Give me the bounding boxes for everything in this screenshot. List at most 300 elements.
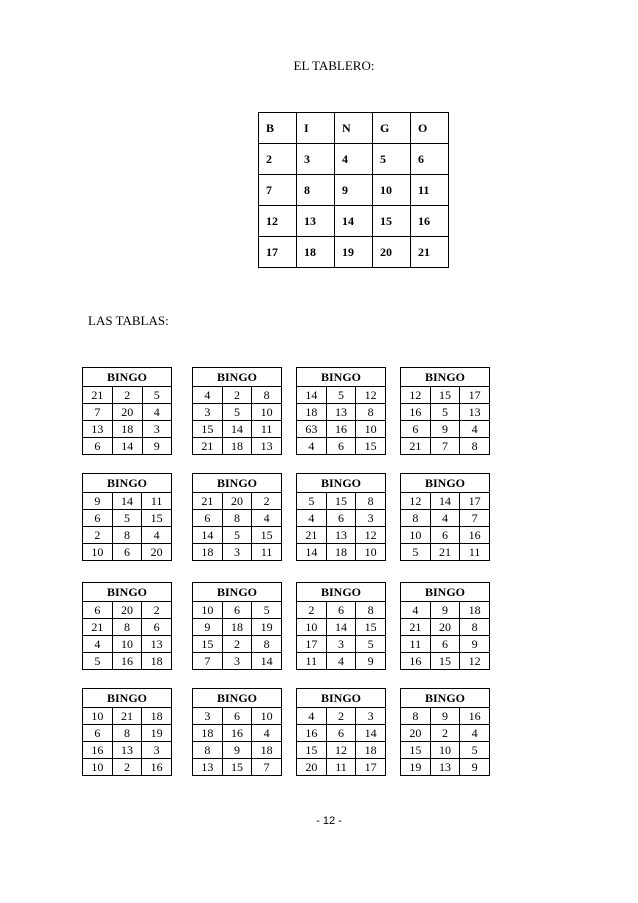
card-cell: 13 bbox=[112, 742, 142, 759]
card-cell: 14 bbox=[112, 438, 142, 455]
card-row bbox=[193, 636, 282, 653]
card-row bbox=[193, 759, 282, 776]
board-cell: G bbox=[373, 113, 411, 144]
card-cell: 17 bbox=[460, 493, 490, 510]
card-cell: 13 bbox=[83, 421, 113, 438]
card-cell: 4 bbox=[142, 404, 171, 421]
card-cell: 4 bbox=[297, 708, 327, 725]
card-row bbox=[297, 438, 386, 455]
card-cell: 21 bbox=[112, 708, 142, 725]
card-cell: 8 bbox=[460, 619, 490, 636]
card-cell: 18 bbox=[112, 421, 142, 438]
card-cell: 4 bbox=[193, 387, 223, 404]
card-cell: 6 bbox=[326, 510, 356, 527]
card-row bbox=[83, 493, 172, 510]
card-cell: 16 bbox=[297, 725, 327, 742]
bingo-card bbox=[192, 473, 282, 561]
card-cell: 10 bbox=[83, 544, 113, 561]
board-cell: 21 bbox=[411, 237, 449, 268]
card-cell: 8 bbox=[193, 742, 223, 759]
tablas-heading: LAS TABLAS: bbox=[88, 313, 169, 328]
card-cell: 9 bbox=[460, 759, 490, 776]
card-row bbox=[83, 387, 172, 404]
board-cell: 5 bbox=[373, 144, 411, 175]
card-cell: 21 bbox=[193, 493, 223, 510]
card-cell: 4 bbox=[252, 510, 282, 527]
card-header: BINGO bbox=[297, 689, 386, 708]
card-cell: 2 bbox=[222, 636, 252, 653]
card-cell: 17 bbox=[297, 636, 327, 653]
card-cell: 8 bbox=[222, 510, 252, 527]
card-cell: 2 bbox=[112, 759, 142, 776]
card-cell: 14 bbox=[297, 387, 327, 404]
card-cell: 14 bbox=[356, 725, 386, 742]
card-cell: 6 bbox=[193, 510, 223, 527]
card-row bbox=[401, 708, 490, 725]
card-cell: 8 bbox=[356, 493, 386, 510]
card-row bbox=[297, 544, 386, 561]
board-header-row bbox=[259, 113, 449, 144]
card-cell: 6 bbox=[83, 602, 113, 619]
card-header: BINGO bbox=[297, 368, 386, 387]
card-cell: 3 bbox=[356, 510, 386, 527]
card-row bbox=[297, 653, 386, 670]
card-cell: 6 bbox=[112, 544, 142, 561]
card-cell: 3 bbox=[193, 404, 223, 421]
card-header: BINGO bbox=[83, 368, 172, 387]
card-cell: 11 bbox=[297, 653, 327, 670]
card-cell: 7 bbox=[460, 510, 490, 527]
card-row bbox=[297, 708, 386, 725]
card-cell: 15 bbox=[222, 759, 252, 776]
card-cell: 18 bbox=[252, 742, 282, 759]
card-cell: 21 bbox=[430, 544, 460, 561]
card-row bbox=[83, 653, 172, 670]
card-row bbox=[401, 387, 490, 404]
card-cell: 2 bbox=[142, 602, 172, 619]
card-cell: 9 bbox=[222, 742, 252, 759]
card-row bbox=[401, 602, 490, 619]
card-row bbox=[297, 725, 386, 742]
card-cell: 10 bbox=[401, 527, 431, 544]
card-row bbox=[297, 636, 386, 653]
card-cell: 6 bbox=[326, 438, 356, 455]
card-cell: 4 bbox=[326, 653, 356, 670]
card-header: BINGO bbox=[401, 583, 490, 602]
card-cell: 3 bbox=[142, 421, 171, 438]
card-cell: 5 bbox=[326, 387, 356, 404]
card-cell: 5 bbox=[142, 387, 171, 404]
card-cell: 21 bbox=[297, 527, 327, 544]
card-cell: 7 bbox=[430, 438, 460, 455]
card-cell: 5 bbox=[252, 602, 282, 619]
card-cell: 15 bbox=[430, 653, 460, 670]
card-cell: 5 bbox=[222, 527, 252, 544]
bingo-card bbox=[82, 688, 172, 776]
card-cell: 9 bbox=[193, 619, 223, 636]
card-row bbox=[193, 725, 282, 742]
card-cell: 5 bbox=[297, 493, 327, 510]
board-cell: 15 bbox=[373, 206, 411, 237]
card-cell: 8 bbox=[252, 387, 282, 404]
card-row bbox=[83, 527, 172, 544]
bingo-card bbox=[400, 367, 490, 455]
card-cell: 14 bbox=[297, 544, 327, 561]
card-row bbox=[83, 404, 172, 421]
bingo-card bbox=[296, 688, 386, 776]
card-row bbox=[401, 544, 490, 561]
card-cell: 14 bbox=[326, 619, 356, 636]
card-cell: 12 bbox=[356, 527, 386, 544]
card-cell: 10 bbox=[252, 404, 282, 421]
card-cell: 13 bbox=[252, 438, 282, 455]
card-cell: 18 bbox=[142, 653, 172, 670]
card-cell: 20 bbox=[112, 602, 142, 619]
card-cell: 15 bbox=[401, 742, 431, 759]
card-cell: 6 bbox=[430, 527, 460, 544]
card-cell: 18 bbox=[460, 602, 490, 619]
card-row bbox=[401, 653, 490, 670]
card-cell: 13 bbox=[430, 759, 460, 776]
board-row bbox=[259, 206, 449, 237]
card-cell: 12 bbox=[401, 387, 431, 404]
board-cell: N bbox=[335, 113, 373, 144]
card-cell: 19 bbox=[252, 619, 282, 636]
card-row bbox=[83, 636, 172, 653]
board-cell: 18 bbox=[297, 237, 335, 268]
bingo-board bbox=[258, 112, 449, 268]
card-cell: 2 bbox=[430, 725, 460, 742]
card-cell: 5 bbox=[401, 544, 431, 561]
card-cell: 15 bbox=[326, 493, 356, 510]
card-cell: 8 bbox=[356, 602, 386, 619]
card-cell: 4 bbox=[297, 510, 327, 527]
card-header: BINGO bbox=[401, 474, 490, 493]
board-cell: 17 bbox=[259, 237, 297, 268]
card-cell: 5 bbox=[222, 404, 252, 421]
board-cell: 20 bbox=[373, 237, 411, 268]
card-cell: 18 bbox=[193, 544, 223, 561]
card-row bbox=[193, 708, 282, 725]
card-cell: 6 bbox=[326, 725, 356, 742]
card-row bbox=[83, 510, 172, 527]
card-row bbox=[297, 387, 386, 404]
card-row bbox=[297, 759, 386, 776]
card-row bbox=[83, 619, 172, 636]
card-cell: 8 bbox=[356, 404, 386, 421]
card-cell: 16 bbox=[401, 404, 431, 421]
board-cell: 6 bbox=[411, 144, 449, 175]
card-cell: 12 bbox=[401, 493, 431, 510]
card-cell: 6 bbox=[222, 708, 252, 725]
board-cell: B bbox=[259, 113, 297, 144]
card-row bbox=[297, 619, 386, 636]
card-row bbox=[193, 493, 282, 510]
board-cell: 10 bbox=[373, 175, 411, 206]
card-cell: 14 bbox=[112, 493, 142, 510]
card-cell: 15 bbox=[193, 421, 223, 438]
board-cell: 11 bbox=[411, 175, 449, 206]
card-row bbox=[83, 544, 172, 561]
card-row bbox=[193, 619, 282, 636]
card-cell: 18 bbox=[326, 544, 356, 561]
card-row bbox=[401, 619, 490, 636]
card-row bbox=[401, 421, 490, 438]
card-cell: 3 bbox=[193, 708, 223, 725]
card-cell: 6 bbox=[83, 510, 113, 527]
card-cell: 5 bbox=[430, 404, 460, 421]
bingo-card bbox=[82, 582, 172, 670]
card-cell: 8 bbox=[252, 636, 282, 653]
card-header: BINGO bbox=[193, 474, 282, 493]
card-row bbox=[401, 742, 490, 759]
card-header: BINGO bbox=[83, 689, 172, 708]
card-cell: 15 bbox=[356, 619, 386, 636]
card-cell: 21 bbox=[401, 619, 431, 636]
card-row bbox=[83, 742, 172, 759]
card-row bbox=[193, 742, 282, 759]
card-row bbox=[401, 759, 490, 776]
card-cell: 12 bbox=[460, 653, 490, 670]
card-row bbox=[193, 544, 282, 561]
card-cell: 7 bbox=[252, 759, 282, 776]
card-cell: 5 bbox=[356, 636, 386, 653]
card-row bbox=[193, 404, 282, 421]
card-cell: 15 bbox=[193, 636, 223, 653]
card-cell: 15 bbox=[356, 438, 386, 455]
card-cell: 14 bbox=[222, 421, 252, 438]
board-row bbox=[259, 237, 449, 268]
card-row bbox=[193, 653, 282, 670]
card-cell: 19 bbox=[401, 759, 431, 776]
card-cell: 16 bbox=[112, 653, 142, 670]
card-row bbox=[297, 510, 386, 527]
card-row bbox=[401, 438, 490, 455]
card-row bbox=[83, 438, 172, 455]
page-number: - 12 - bbox=[316, 815, 342, 827]
card-header: BINGO bbox=[297, 474, 386, 493]
board-cell: 12 bbox=[259, 206, 297, 237]
card-header: BINGO bbox=[193, 368, 282, 387]
card-header: BINGO bbox=[193, 583, 282, 602]
card-cell: 10 bbox=[356, 421, 386, 438]
card-cell: 13 bbox=[326, 404, 356, 421]
card-cell: 6 bbox=[83, 438, 113, 455]
card-cell: 10 bbox=[112, 636, 142, 653]
card-cell: 4 bbox=[297, 438, 327, 455]
card-cell: 14 bbox=[252, 653, 282, 670]
board-cell: 4 bbox=[335, 144, 373, 175]
card-cell: 14 bbox=[430, 493, 460, 510]
card-row bbox=[297, 493, 386, 510]
card-cell: 13 bbox=[460, 404, 490, 421]
card-cell: 11 bbox=[142, 493, 172, 510]
card-cell: 6 bbox=[326, 602, 356, 619]
card-cell: 13 bbox=[142, 636, 172, 653]
card-cell: 18 bbox=[222, 619, 252, 636]
card-cell: 11 bbox=[401, 636, 431, 653]
card-cell: 19 bbox=[142, 725, 172, 742]
card-cell: 8 bbox=[401, 708, 431, 725]
card-cell: 9 bbox=[430, 421, 460, 438]
card-cell: 8 bbox=[112, 527, 142, 544]
card-cell: 2 bbox=[297, 602, 327, 619]
card-cell: 7 bbox=[193, 653, 223, 670]
bingo-card bbox=[296, 473, 386, 561]
card-cell: 15 bbox=[297, 742, 327, 759]
card-row bbox=[83, 708, 172, 725]
card-cell: 20 bbox=[222, 493, 252, 510]
card-cell: 21 bbox=[83, 387, 113, 404]
card-row bbox=[401, 527, 490, 544]
card-header: BINGO bbox=[401, 368, 490, 387]
card-cell: 4 bbox=[460, 421, 490, 438]
card-row bbox=[193, 387, 282, 404]
card-cell: 3 bbox=[356, 708, 386, 725]
board-cell: I bbox=[297, 113, 335, 144]
card-row bbox=[193, 602, 282, 619]
card-header: BINGO bbox=[83, 583, 172, 602]
card-row bbox=[401, 510, 490, 527]
card-header: BINGO bbox=[401, 689, 490, 708]
card-cell: 9 bbox=[430, 602, 460, 619]
board-cell: 19 bbox=[335, 237, 373, 268]
card-cell: 12 bbox=[356, 387, 386, 404]
card-cell: 2 bbox=[326, 708, 356, 725]
board-cell: 3 bbox=[297, 144, 335, 175]
card-cell: 10 bbox=[83, 759, 113, 776]
board-cell: 7 bbox=[259, 175, 297, 206]
card-row bbox=[401, 636, 490, 653]
card-cell: 16 bbox=[326, 421, 356, 438]
card-cell: 4 bbox=[142, 527, 172, 544]
card-cell: 10 bbox=[356, 544, 386, 561]
card-cell: 6 bbox=[222, 602, 252, 619]
card-cell: 8 bbox=[460, 438, 490, 455]
card-cell: 16 bbox=[142, 759, 172, 776]
card-cell: 21 bbox=[83, 619, 113, 636]
card-cell: 18 bbox=[193, 725, 223, 742]
card-cell: 17 bbox=[356, 759, 386, 776]
card-cell: 13 bbox=[193, 759, 223, 776]
card-cell: 3 bbox=[326, 636, 356, 653]
card-cell: 15 bbox=[430, 387, 460, 404]
board-cell: 13 bbox=[297, 206, 335, 237]
card-cell: 13 bbox=[326, 527, 356, 544]
board-cell: 2 bbox=[259, 144, 297, 175]
card-cell: 9 bbox=[460, 636, 490, 653]
card-cell: 3 bbox=[142, 742, 172, 759]
board-cell: 9 bbox=[335, 175, 373, 206]
card-cell: 18 bbox=[222, 438, 252, 455]
card-cell: 4 bbox=[460, 725, 490, 742]
bingo-card bbox=[192, 367, 282, 455]
card-row bbox=[401, 493, 490, 510]
card-cell: 17 bbox=[460, 387, 490, 404]
card-cell: 4 bbox=[252, 725, 282, 742]
card-cell: 12 bbox=[326, 742, 356, 759]
card-cell: 20 bbox=[430, 619, 460, 636]
card-row bbox=[297, 404, 386, 421]
bingo-card bbox=[192, 688, 282, 776]
card-cell: 7 bbox=[83, 404, 113, 421]
card-cell: 8 bbox=[112, 725, 142, 742]
card-row bbox=[401, 725, 490, 742]
card-cell: 9 bbox=[356, 653, 386, 670]
board-row bbox=[259, 175, 449, 206]
card-cell: 6 bbox=[430, 636, 460, 653]
card-row bbox=[83, 602, 172, 619]
bingo-card bbox=[400, 473, 490, 561]
card-header: BINGO bbox=[297, 583, 386, 602]
card-cell: 11 bbox=[252, 421, 282, 438]
card-cell: 6 bbox=[142, 619, 172, 636]
card-row bbox=[193, 438, 282, 455]
card-cell: 18 bbox=[142, 708, 172, 725]
bingo-card bbox=[296, 582, 386, 670]
card-row bbox=[193, 510, 282, 527]
board-cell: O bbox=[411, 113, 449, 144]
card-row bbox=[401, 404, 490, 421]
card-row bbox=[297, 742, 386, 759]
card-cell: 5 bbox=[112, 510, 142, 527]
card-cell: 15 bbox=[142, 510, 172, 527]
bingo-card bbox=[192, 582, 282, 670]
card-cell: 5 bbox=[460, 742, 490, 759]
card-cell: 20 bbox=[401, 725, 431, 742]
card-row bbox=[297, 527, 386, 544]
card-cell: 4 bbox=[430, 510, 460, 527]
bingo-card bbox=[82, 367, 172, 455]
card-cell: 9 bbox=[83, 493, 113, 510]
card-cell: 16 bbox=[401, 653, 431, 670]
card-header: BINGO bbox=[83, 474, 172, 493]
card-row bbox=[193, 527, 282, 544]
card-cell: 16 bbox=[83, 742, 113, 759]
card-row bbox=[83, 421, 172, 438]
card-cell: 10 bbox=[83, 708, 113, 725]
card-cell: 11 bbox=[326, 759, 356, 776]
card-cell: 18 bbox=[297, 404, 327, 421]
card-row bbox=[297, 602, 386, 619]
bingo-card bbox=[400, 688, 490, 776]
card-cell: 16 bbox=[460, 708, 490, 725]
card-cell: 16 bbox=[222, 725, 252, 742]
card-cell: 6 bbox=[83, 725, 113, 742]
card-cell: 10 bbox=[430, 742, 460, 759]
card-row bbox=[83, 759, 172, 776]
card-cell: 21 bbox=[401, 438, 431, 455]
card-cell: 6 bbox=[401, 421, 431, 438]
card-cell: 11 bbox=[252, 544, 282, 561]
page-title: EL TABLERO: bbox=[293, 58, 375, 73]
card-cell: 10 bbox=[297, 619, 327, 636]
card-header: BINGO bbox=[193, 689, 282, 708]
card-cell: 8 bbox=[112, 619, 142, 636]
card-cell: 8 bbox=[401, 510, 431, 527]
card-cell: 21 bbox=[193, 438, 223, 455]
card-cell: 63 bbox=[297, 421, 327, 438]
card-cell: 18 bbox=[356, 742, 386, 759]
card-cell: 3 bbox=[222, 653, 252, 670]
board-row bbox=[259, 144, 449, 175]
bingo-card bbox=[296, 367, 386, 455]
board-cell: 14 bbox=[335, 206, 373, 237]
card-cell: 20 bbox=[297, 759, 327, 776]
bingo-card bbox=[400, 582, 490, 670]
card-cell: 14 bbox=[193, 527, 223, 544]
card-cell: 2 bbox=[252, 493, 282, 510]
